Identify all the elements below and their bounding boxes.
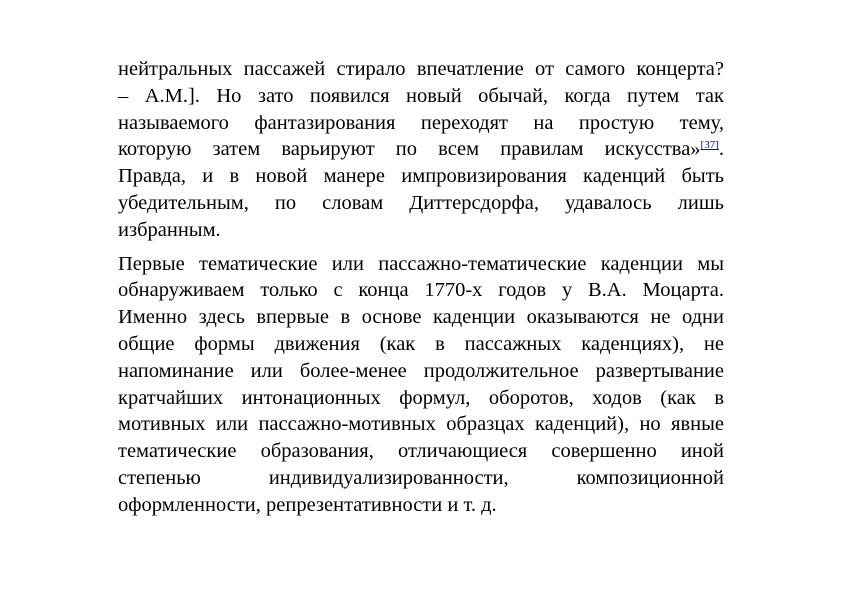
text-line: Именно здесь впервые в основе каденции оказываются не одни: [118, 306, 724, 329]
text-line: обнаруживаем только с конца 1770-х годов у В.А. Моцарта.: [118, 279, 724, 302]
text-line: напоминание или более-менее продолжительное развертывание: [118, 359, 724, 382]
document-page: [118, 56, 724, 519]
paragraph-2: [118, 251, 724, 519]
text-line: Первые тематические или пассажно-тематические каденции мы: [118, 252, 724, 275]
text-line: тематические образования, отличающиеся совершенно иной: [118, 440, 724, 463]
text-line: – А.М.]. Но зато появился новый обычай, когда путем так: [118, 84, 724, 107]
text-line: кратчайших интонационных формул, оборотов, ходов (как в: [118, 386, 724, 409]
text-line: мотивных или пассажно-мотивных образцах каденций), но явные: [118, 413, 724, 436]
text-line-with-footnote: [118, 136, 724, 163]
text-line: называемого фантазирования переходят на простую тему,: [118, 111, 724, 134]
paragraph-1: [118, 56, 724, 244]
footnote-tail: .: [718, 138, 724, 161]
text-line-body: которую затем варьируют по всем правилам искусства»: [118, 138, 701, 161]
text-line: Правда, и в новой манере импровизирования каденций быть: [118, 165, 724, 188]
text-line: оформленности, репрезентативности и т. д.: [118, 493, 497, 516]
text-line: общие формы движения (как в пассажных каденциях), не: [118, 332, 724, 355]
text-line: убедительным, по словам Диттерсдорфа, удавалось лишь: [118, 191, 724, 214]
text-line: степенью индивидуализированности, композиционной: [118, 466, 724, 489]
text-line: избранным.: [118, 218, 221, 241]
text-line: нейтральных пассажей стирало впечатление от самого концерта?: [118, 58, 724, 80]
footnote-link[interactable]: [37]: [700, 139, 719, 152]
